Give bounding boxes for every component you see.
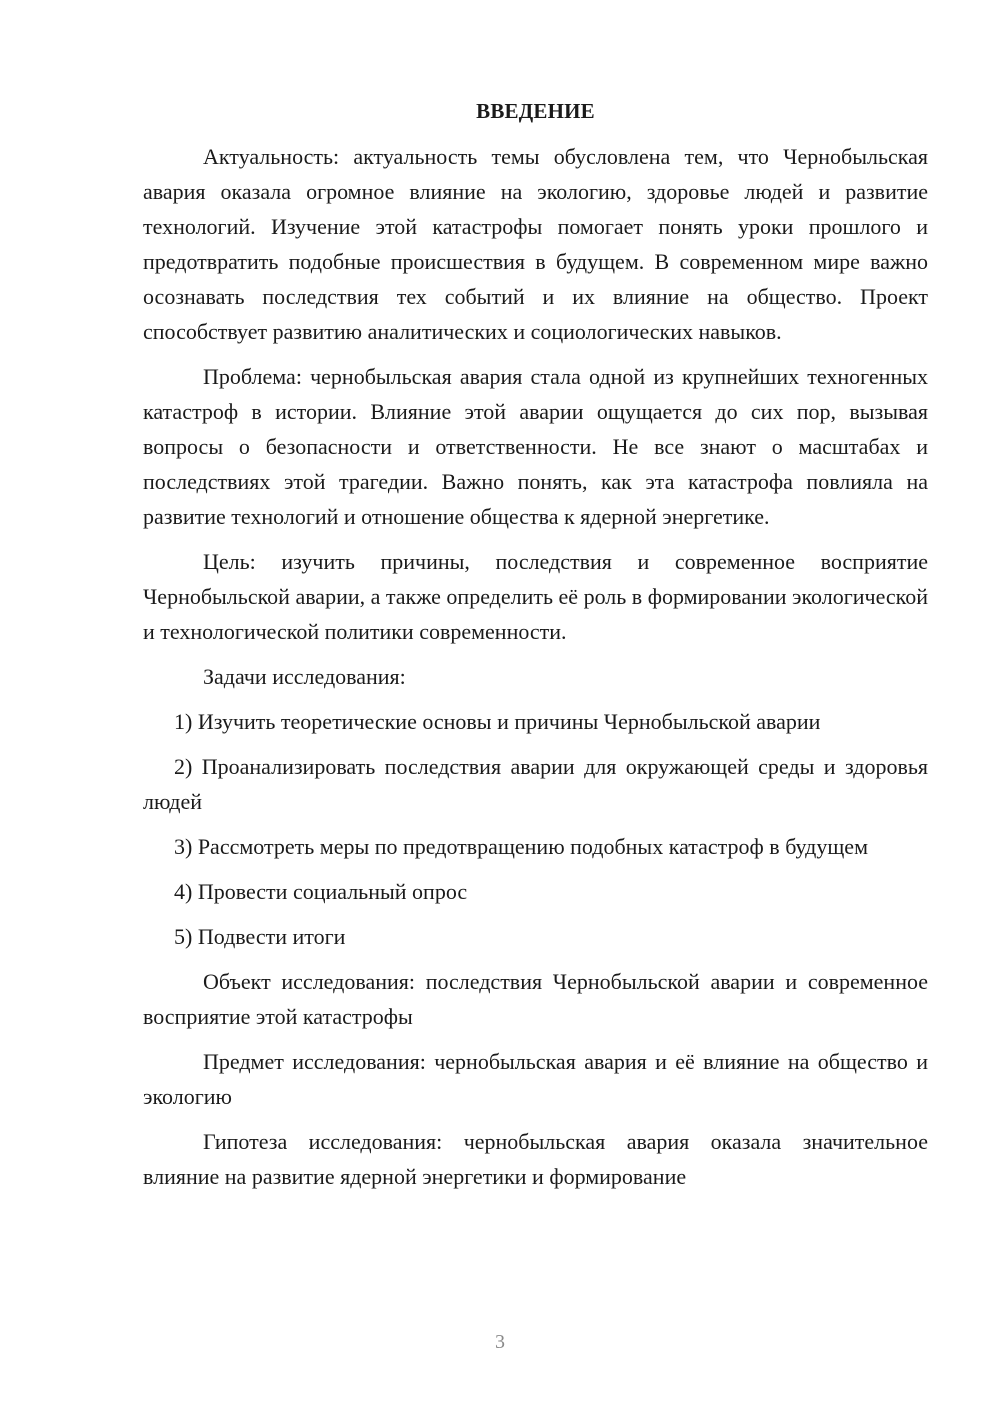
paragraph-relevance: Актуальность: актуальность темы обусловлена тем, что Чернобыльская авария оказала огромное влияние на экологию, здоровье людей и развитие технологий. Изучение этой катастрофы помогает понять уроки прошлого и предотвратить подобные происшествия в будущем. В современном мире важно осознавать последствия тех событий и их влияние на общество. Проект способствует развитию аналитических и социологических навыков. [143,144,928,344]
task-item-4: 4) Провести социальный опрос [174,879,468,904]
paragraph-object: Объект исследования: последствия Чернобыльской аварии и современное восприятие этой катастрофы [143,969,928,1029]
paragraph-hypothesis: Гипотеза исследования: чернобыльская авария оказала значительное влияние на развитие ядерной энергетики и формирование [143,1129,928,1189]
section-title: ВВЕДЕНИЕ [476,99,595,123]
paragraph-problem: Проблема: чернобыльская авария стала одной из крупнейших техногенных катастроф в истории. Влияние этой аварии ощущается до сих пор, вызывая вопросы о безопасности и ответственности. Не все знают о масштабах и последствиях этой трагедии. Важно понять, как эта катастрофа повлияла на развитие технологий и отношение общества к ядерной энергетике. [143,364,928,529]
tasks-heading: Задачи исследования: [203,664,406,689]
task-item-5: 5) Подвести итоги [174,924,346,949]
paragraph-goal: Цель: изучить причины, последствия и современное восприятие Чернобыльской аварии, а также определить её роль в формировании экологической и технологической политики современности. [143,549,928,644]
document-page [143,96,928,1204]
paragraph-subject: Предмет исследования: чернобыльская авария и её влияние на общество и экологию [143,1049,928,1109]
task-item-3: 3) Рассмотреть меры по предотвращению подобных катастроф в будущем [174,834,868,859]
task-item-2: 2) Проанализировать последствия аварии для окружающей среды и здоровья людей [143,754,928,814]
page-number: 3 [495,1331,505,1353]
task-item-1: 1) Изучить теоретические основы и причины Чернобыльской аварии [174,709,821,734]
